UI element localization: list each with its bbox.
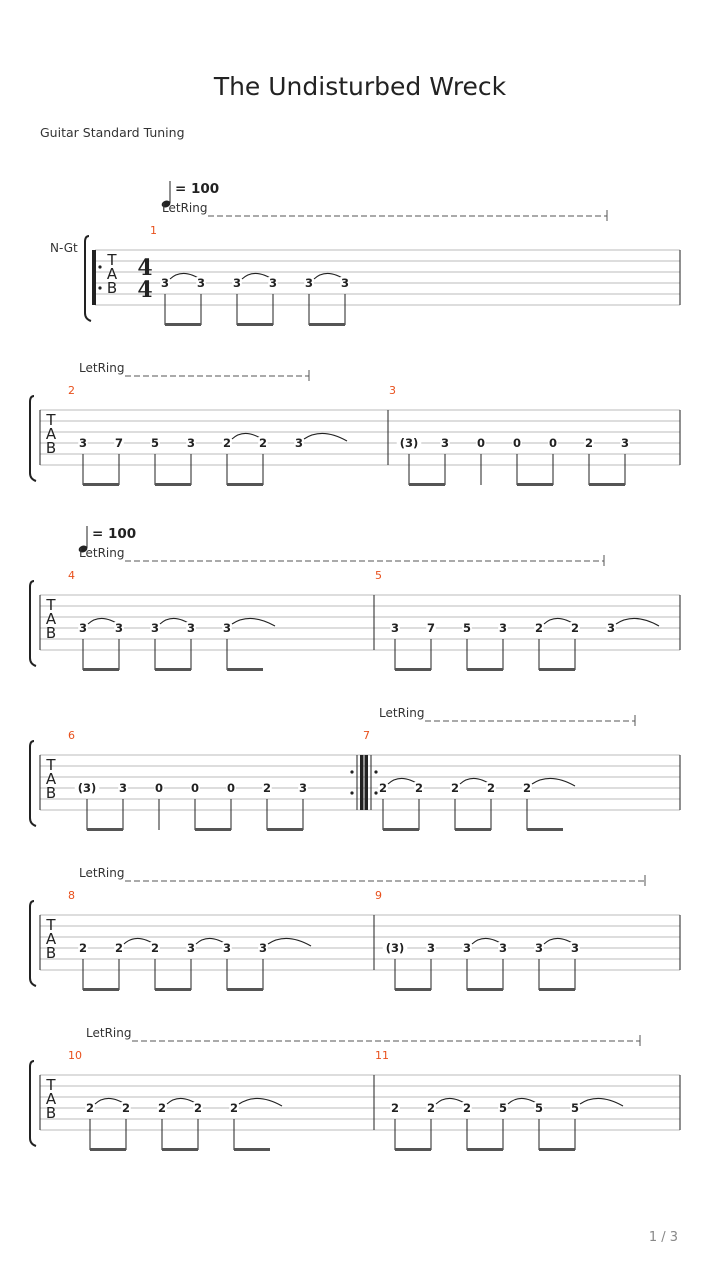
tab-clef-letter: A — [45, 1090, 57, 1108]
fret-number: 2 — [157, 1101, 167, 1115]
tab-clef-letter: T — [46, 411, 56, 429]
fret-number: 3 — [498, 621, 508, 635]
note-beam — [83, 483, 119, 486]
tie-arc — [532, 778, 575, 786]
fret-number: 2 — [114, 941, 124, 955]
let-ring-label: LetRing — [79, 866, 125, 880]
fret-number: 3 — [606, 621, 616, 635]
let-ring-label: LetRing — [379, 706, 425, 720]
note-beam — [409, 483, 445, 486]
tab-clef-letter: A — [45, 610, 57, 628]
let-ring-label: LetRing — [162, 201, 208, 215]
fret-number: 2 — [229, 1101, 239, 1115]
fret-number: 3 — [258, 941, 268, 955]
fret-number: 2 — [584, 436, 594, 450]
fret-number: 3 — [118, 781, 128, 795]
instrument-label: N-Gt — [50, 241, 78, 255]
fret-number: 2 — [78, 941, 88, 955]
system-bracket — [30, 901, 36, 986]
note-beam — [309, 323, 345, 326]
tab-clef-letter: T — [46, 1076, 56, 1094]
measure-number: 4 — [68, 569, 75, 582]
tie-arc — [232, 618, 275, 626]
fret-number: (3) — [77, 781, 97, 795]
note-beam — [527, 828, 563, 831]
fret-number: 3 — [534, 941, 544, 955]
fret-number: 3 — [78, 621, 88, 635]
measure-number: 7 — [363, 729, 370, 742]
repeat-dot — [350, 770, 353, 773]
system-bracket — [30, 1061, 36, 1146]
tie-arc — [580, 1098, 623, 1106]
tab-clef-letter: B — [45, 1104, 57, 1122]
note-beam — [467, 668, 503, 671]
fret-number: 0 — [512, 436, 522, 450]
tab-clef-letter: T — [46, 756, 56, 774]
repeat-dot — [374, 791, 377, 794]
fret-number: 3 — [160, 276, 170, 290]
fret-number: 2 — [262, 781, 272, 795]
note-beam — [83, 668, 119, 671]
fret-number: 3 — [304, 276, 314, 290]
note-beam — [383, 828, 419, 831]
fret-number: 3 — [620, 436, 630, 450]
fret-number: 0 — [226, 781, 236, 795]
fret-number: 3 — [150, 621, 160, 635]
repeat-thick-bar — [360, 755, 364, 810]
note-beam — [195, 828, 231, 831]
fret-number: 3 — [498, 941, 508, 955]
fret-number: 3 — [426, 941, 436, 955]
fret-number: 5 — [498, 1101, 508, 1115]
fret-number: 3 — [78, 436, 88, 450]
note-beam — [517, 483, 553, 486]
system-bracket — [30, 396, 36, 481]
note-beam — [227, 668, 263, 671]
time-signature-top: 4 — [137, 255, 153, 281]
fret-number: 7 — [426, 621, 436, 635]
note-beam — [165, 323, 201, 326]
tab-clef-letter: A — [45, 930, 57, 948]
tab-clef-letter: T — [107, 251, 117, 269]
page-number: 1 / 3 — [648, 1230, 678, 1245]
fret-number: 2 — [222, 436, 232, 450]
note-beam — [589, 483, 625, 486]
tuning-label: Guitar Standard Tuning — [40, 125, 185, 140]
note-beam — [155, 483, 191, 486]
song-title: The Undisturbed Wreck — [213, 72, 507, 101]
note-beam — [83, 988, 119, 991]
note-beam — [539, 988, 575, 991]
fret-number: 3 — [196, 276, 206, 290]
fret-number: 3 — [440, 436, 450, 450]
fret-number: 2 — [462, 1101, 472, 1115]
note-beam — [395, 1148, 431, 1151]
tab-clef-letter: B — [45, 439, 57, 457]
fret-number: 3 — [232, 276, 242, 290]
measure-number: 10 — [68, 1049, 82, 1062]
fret-number: 3 — [222, 621, 232, 635]
fret-number: 3 — [186, 436, 196, 450]
let-ring-label: LetRing — [79, 361, 125, 375]
fret-number: 3 — [268, 276, 278, 290]
fret-number: 2 — [150, 941, 160, 955]
measure-number: 2 — [68, 384, 75, 397]
note-beam — [234, 1148, 270, 1151]
fret-number: 5 — [570, 1101, 580, 1115]
fret-number: 3 — [462, 941, 472, 955]
measure-number: 3 — [389, 384, 396, 397]
tab-clef-letter: A — [45, 425, 57, 443]
tab-clef-letter: T — [46, 916, 56, 934]
note-beam — [155, 668, 191, 671]
tie-arc — [304, 433, 347, 441]
let-ring-label: LetRing — [86, 1026, 132, 1040]
tempo-marking: = 100 — [92, 526, 137, 542]
fret-number: 2 — [522, 781, 532, 795]
fret-number: 3 — [570, 941, 580, 955]
fret-number: 2 — [85, 1101, 95, 1115]
fret-number: 5 — [150, 436, 160, 450]
fret-number: 2 — [570, 621, 580, 635]
note-beam — [155, 988, 191, 991]
repeat-dot — [98, 286, 101, 289]
fret-number: 3 — [294, 436, 304, 450]
note-beam — [395, 988, 431, 991]
repeat-dot — [350, 791, 353, 794]
tab-clef-letter: T — [46, 596, 56, 614]
repeat-thick-bar — [365, 755, 369, 810]
note-beam — [227, 483, 263, 486]
tab-clef-letter: B — [45, 944, 57, 962]
system-bracket — [30, 741, 36, 826]
fret-number: 2 — [258, 436, 268, 450]
repeat-dot — [374, 770, 377, 773]
fret-number: 0 — [476, 436, 486, 450]
note-beam — [455, 828, 491, 831]
fret-number: 5 — [462, 621, 472, 635]
measure-number: 9 — [375, 889, 382, 902]
system-bracket — [85, 236, 91, 321]
fret-number: (3) — [399, 436, 419, 450]
fret-number: 0 — [190, 781, 200, 795]
fret-number: 3 — [186, 941, 196, 955]
fret-number: 3 — [222, 941, 232, 955]
tab-clef-letter: A — [45, 770, 57, 788]
fret-number: (3) — [385, 941, 405, 955]
measure-number: 11 — [375, 1049, 389, 1062]
fret-number: 2 — [426, 1101, 436, 1115]
repeat-dot — [98, 265, 101, 268]
fret-number: 2 — [450, 781, 460, 795]
fret-number: 3 — [390, 621, 400, 635]
note-beam — [539, 668, 575, 671]
system-bracket — [30, 581, 36, 666]
measure-number: 8 — [68, 889, 75, 902]
note-beam — [87, 828, 123, 831]
time-signature-bottom: 4 — [137, 277, 153, 303]
note-beam — [267, 828, 303, 831]
fret-number: 2 — [534, 621, 544, 635]
fret-number: 2 — [121, 1101, 131, 1115]
fret-number: 2 — [193, 1101, 203, 1115]
note-beam — [162, 1148, 198, 1151]
tab-clef-letter: B — [106, 279, 118, 297]
tab-clef-letter: B — [45, 624, 57, 642]
note-beam — [90, 1148, 126, 1151]
note-beam — [467, 1148, 503, 1151]
let-ring-label: LetRing — [79, 546, 125, 560]
tempo-marking: = 100 — [175, 181, 220, 197]
tie-arc — [616, 618, 659, 626]
repeat-thick-bar — [92, 250, 96, 305]
fret-number: 3 — [114, 621, 124, 635]
measure-number: 6 — [68, 729, 75, 742]
fret-number: 2 — [378, 781, 388, 795]
fret-number: 3 — [340, 276, 350, 290]
fret-number: 7 — [114, 436, 124, 450]
tie-arc — [239, 1098, 282, 1106]
tie-arc — [268, 938, 311, 946]
tab-clef-letter: B — [45, 784, 57, 802]
note-beam — [539, 1148, 575, 1151]
fret-number: 2 — [390, 1101, 400, 1115]
tab-clef-letter: A — [106, 265, 118, 283]
fret-number: 0 — [154, 781, 164, 795]
note-beam — [395, 668, 431, 671]
note-beam — [467, 988, 503, 991]
fret-number: 5 — [534, 1101, 544, 1115]
fret-number: 0 — [548, 436, 558, 450]
measure-number: 5 — [375, 569, 382, 582]
fret-number: 3 — [186, 621, 196, 635]
fret-number: 3 — [298, 781, 308, 795]
measure-number: 1 — [150, 224, 157, 237]
fret-number: 2 — [486, 781, 496, 795]
note-beam — [237, 323, 273, 326]
fret-number: 2 — [414, 781, 424, 795]
note-beam — [227, 988, 263, 991]
